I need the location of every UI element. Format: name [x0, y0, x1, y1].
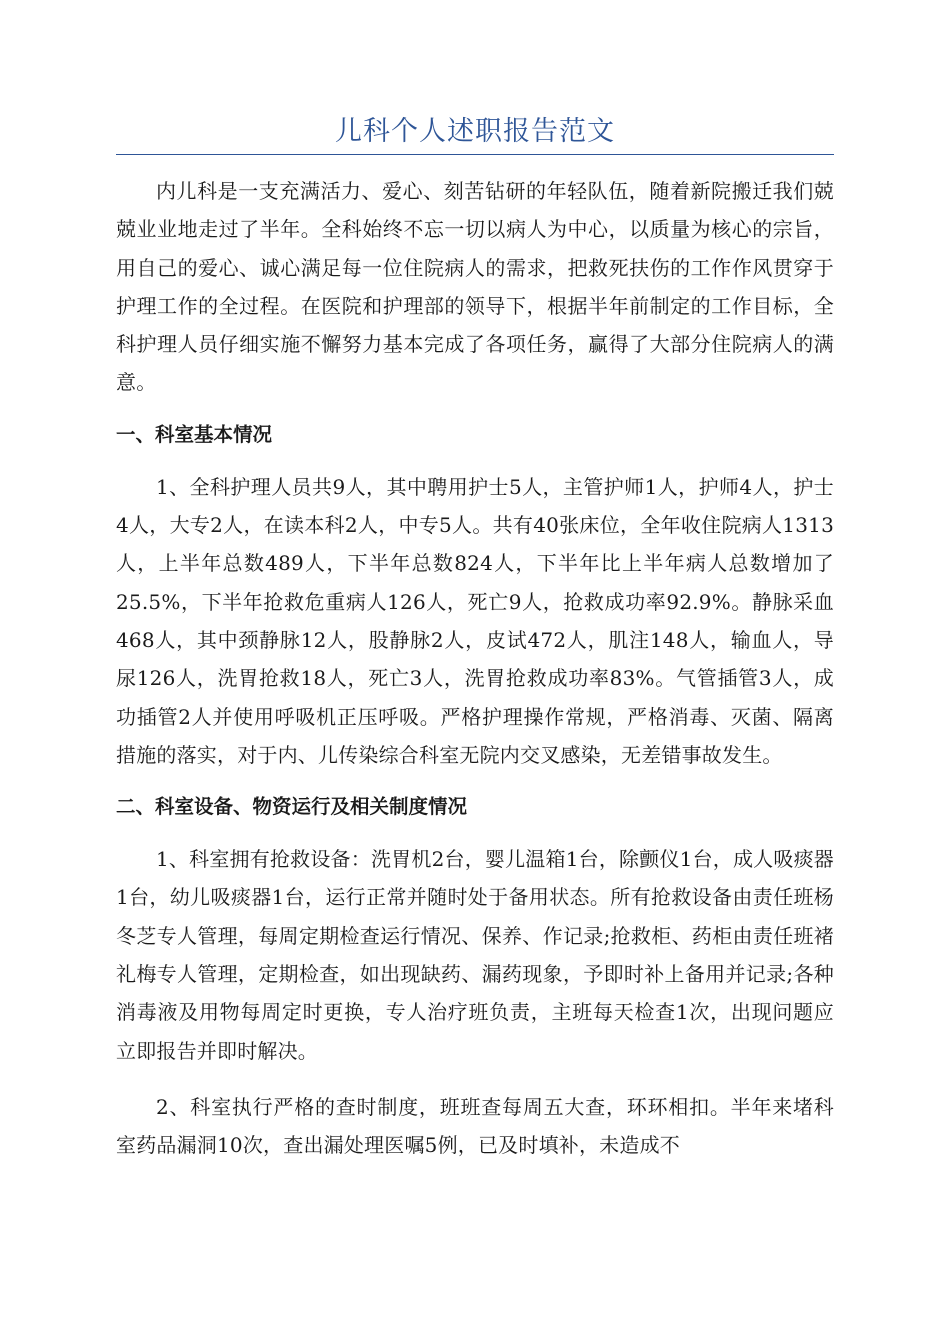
spacer: [116, 454, 834, 468]
intro-paragraph: 内儿科是一支充满活力、爱心、刻苦钻研的年轻队伍，随着新院搬迁我们兢兢业业地走过了半年。全科始终不忘一切以病人为中心，以质量为核心的宗旨，用自己的爱心、诚心满足每一位住院病人的需求，把救死扶伤的工作作风贯穿于护理工作的全过程。在医院和护理部的领导下，根据半年前制定的工作目标，全科护理人员仔细实施不懈努力基本完成了各项任务，赢得了大部分住院病人的满意。: [116, 179, 834, 395]
spacer: [116, 402, 834, 416]
document-title: 儿科个人述职报告范文: [335, 116, 615, 147]
section-1-paragraph-1: 1、全科护理人员共9人，其中聘用护士5人，主管护师1人，护师4人，护士4人，大专2人，在读本科2人，中专5人。共有40张床位，全年收住院病人1313人，上半年总数489人，下半年总数824人，下半年比上半年病人总数增加了25.5%，下半年抢救危重病人126人，死亡9人，抢救成功率92.9%。静脉采血468人，其中颈静脉12人，股静脉2人，皮试472人，肌注148人，输血人，导尿126人，洗胃抢救18人，死亡3人，洗胃抢救成功率83%。气管插管3人，成功插管2人并使用呼吸机正压呼吸。严格护理操作常规，严格消毒、灭菌、隔离措施的落实，对于内、儿传染综合科室无院内交叉感染，无差错事故发生。: [116, 474, 834, 767]
section-2-heading: 二、科室设备、物资运行及相关制度情况: [116, 795, 468, 819]
spacer: [116, 774, 834, 788]
section-1-heading: 一、科室基本情况: [116, 422, 273, 446]
title-underline: [116, 154, 834, 155]
document-body: [116, 172, 834, 1165]
spacer: [116, 1070, 834, 1088]
spacer: [116, 826, 834, 840]
section-2-paragraph-1: 1、科室拥有抢救设备：洗胃机2台，婴儿温箱1台，除颤仪1台，成人吸痰器1台，幼儿吸痰器1台，运行正常并随时处于备用状态。所有抢救设备由责任班杨冬芝专人管理，每周定期检查运行情况、保养、作记录;抢救柜、药柜由责任班褚礼梅专人管理，定期检查，如出现缺药、漏药现象，予即时补上备用并记录;各种消毒液及用物每周定时更换，专人治疗班负责，主班每天检查1次，出现问题应立即报告并即时解决。: [116, 847, 834, 1063]
section-2-paragraph-2: 2、科室执行严格的查时制度，班班查每周五大查，环环相扣。半年来堵科室药品漏洞10次，查出漏处理医嘱5例，已及时填补，未造成不: [116, 1094, 834, 1158]
